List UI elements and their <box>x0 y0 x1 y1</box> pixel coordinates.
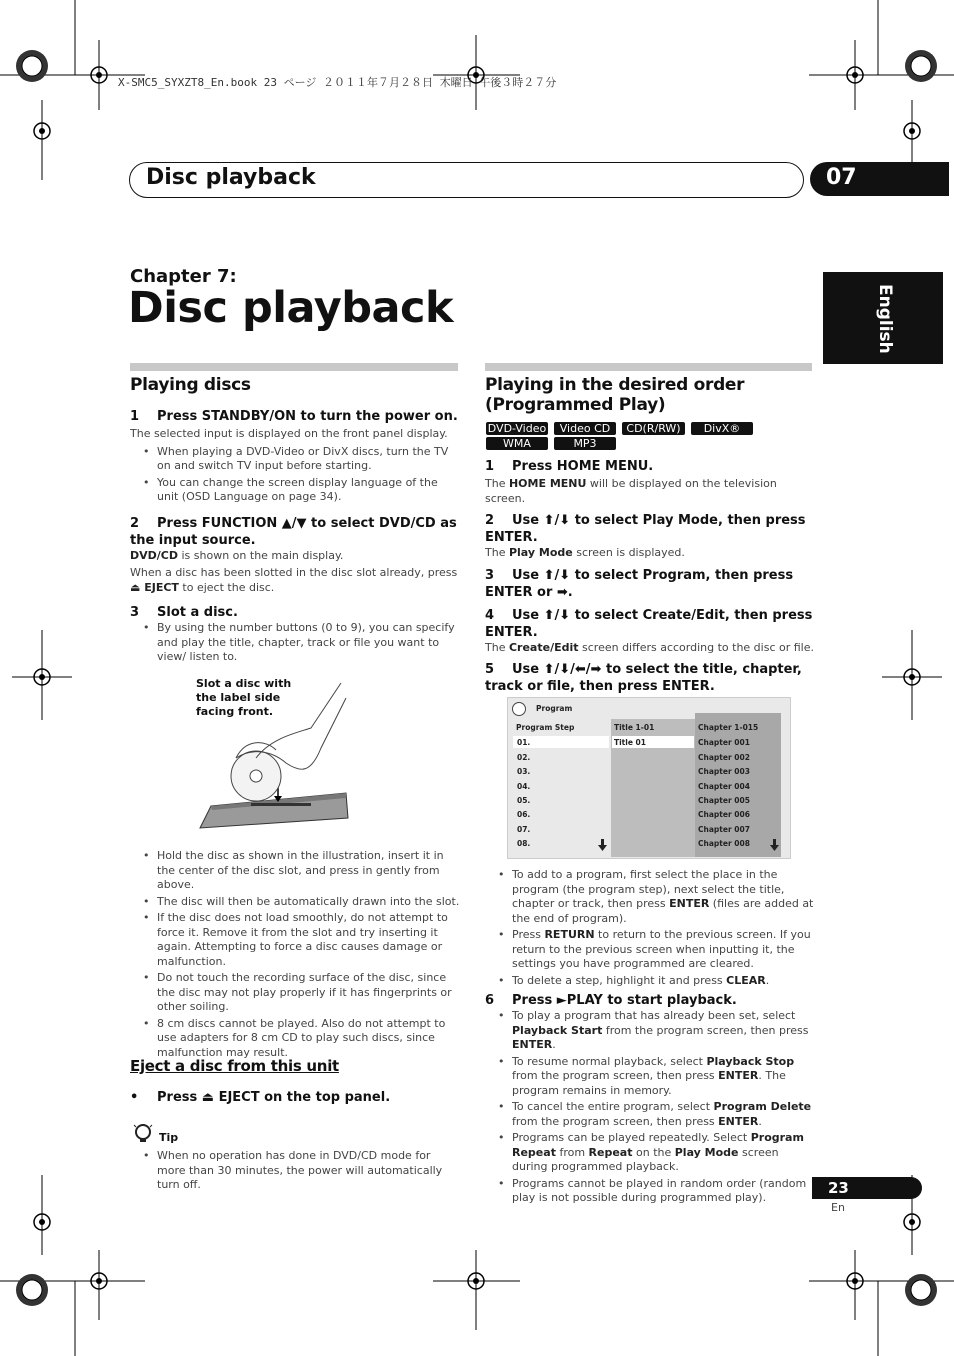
title-item[interactable]: Title 01 <box>614 738 646 747</box>
eject-heading: Eject a disc from this unit <box>130 1057 339 1075</box>
step-2-body-1: DVD/CD is shown on the main display. <box>130 548 344 562</box>
chapter-label: Chapter 7: <box>130 266 237 287</box>
left-column <box>130 375 460 665</box>
program-step[interactable]: 05. <box>517 796 531 805</box>
osd-title: Program <box>536 704 573 713</box>
format-badge: Video CD <box>554 422 616 435</box>
right-column-heading <box>485 375 815 415</box>
list-item: • To cancel the entire program, select Program Delete from the program screen, then press ENTER. <box>485 1100 815 1129</box>
page-number: 23 <box>828 1179 849 1197</box>
page-title: Disc playback <box>128 283 454 333</box>
step-6: 6 Press ►PLAY to start playback. <box>485 993 737 1008</box>
language-label: English <box>875 284 895 354</box>
step-1-body: The HOME MENU will be displayed on the television screen. <box>485 477 777 505</box>
step-3: 3 Slot a disc. <box>130 605 238 620</box>
step-2: 2 Use ⬆/⬇ to select Play Mode, then press ENTER. <box>485 513 806 545</box>
program-step[interactable]: 03. <box>517 767 531 776</box>
chapter-item[interactable]: Chapter 001 <box>698 738 750 747</box>
chapter-item[interactable]: Chapter 003 <box>698 767 750 776</box>
program-step[interactable]: 01. <box>517 738 531 747</box>
osd-col-header: Chapter 1-015 <box>698 723 759 732</box>
disc-insert-illustration <box>196 678 356 838</box>
list-item: • When no operation has done in DVD/CD mode for more than 30 minutes, the power will automatically turn off. <box>130 1149 460 1193</box>
chapter-number-tab <box>810 162 949 196</box>
step-2: 2 Press FUNCTION ▲/▼ to select DVD/CD as the input source. <box>130 515 457 548</box>
step-2-body: The Play Mode screen is displayed. <box>485 546 685 559</box>
chapter-item[interactable]: Chapter 007 <box>698 825 750 834</box>
osd-col-header: Title 1-01 <box>614 723 655 732</box>
step-1-body: The selected input is displayed on the front panel display. <box>130 427 448 440</box>
step-3-bullets <box>130 621 460 665</box>
list-item: • Programs cannot be played in random order (random play is not possible during programmed play). <box>485 1177 815 1206</box>
format-badge: WMA <box>486 437 548 450</box>
list-item: • Hold the disc as shown in the illustration, insert it in the center of the disc slot, and press in gently from above. <box>130 849 460 893</box>
banner-title: Disc playback <box>146 165 316 190</box>
list-item: • The disc will then be automatically drawn into the slot. <box>130 895 460 910</box>
right-column-bar <box>485 363 812 371</box>
program-step[interactable]: 07. <box>517 825 531 834</box>
osd-col-header: Program Step <box>516 723 575 732</box>
list-item: • By using the number buttons (0 to 9), you can specify and play the title, chapter, track or file you want to view/ listen to. <box>130 621 460 665</box>
list-item: • Do not touch the recording surface of the disc, since the disc may not play properly if it has fingerprints or other soiling. <box>130 971 460 1015</box>
step-1: 1 Press HOME MENU. <box>485 459 654 474</box>
eject-step: • Press ⏏ EJECT on the top panel. <box>130 1090 391 1105</box>
chapter-item[interactable]: Chapter 002 <box>698 753 750 762</box>
program-step[interactable]: 02. <box>517 753 531 762</box>
program-screen <box>507 697 791 859</box>
chapter-item[interactable]: Chapter 004 <box>698 782 750 791</box>
step-3: 3 Use ⬆/⬇ to select Program, then press ENTER or ➡. <box>485 567 794 600</box>
list-item: • To resume normal playback, select Playback Stop from the program screen, then press ENTER. The program remains in memory. <box>485 1055 815 1099</box>
list-item: • To play a program that has already been set, select Playback Start from the program screen, then press ENTER. <box>485 1009 815 1053</box>
chapter-item[interactable]: Chapter 006 <box>698 810 750 819</box>
tip-label: Tip <box>159 1131 179 1144</box>
right-steps <box>485 458 815 695</box>
page-language: En <box>831 1201 845 1214</box>
chapter-item[interactable]: Chapter 008 <box>698 839 750 848</box>
chapter-number: 07 <box>826 165 857 190</box>
list-item: • Press RETURN to return to the previous screen. If you return to the previous screen when inputting it, the settings you have programmed are cleared. <box>485 928 815 972</box>
program-bullets <box>485 868 815 988</box>
print-header-line: X-SMC5_SYXZT8_En.book 23 ページ ２０１１年７月２８日 木曜日 午後３時２７分 <box>118 76 557 89</box>
list-item: • If the disc does not load smoothly, do not attempt to force it. Remove it from the slot and try inserting it again. Attempting to force a disc causes damage or malfunction. <box>130 911 460 969</box>
list-item: • 8 cm discs cannot be played. Also do not attempt to use adapters for 8 cm CD to play such discs, since malfunction may result. <box>130 1017 460 1061</box>
scroll-down-icon[interactable] <box>598 839 607 851</box>
step-1: 1 Press STANDBY/ON to turn the power on. <box>130 409 458 424</box>
disc-bullets <box>130 849 460 1060</box>
program-step[interactable]: 04. <box>517 782 531 791</box>
step-4-body: The Create/Edit screen differs according to the disc or file. <box>485 640 814 654</box>
format-badge: CD(R/RW) <box>622 422 685 435</box>
format-badge: DVD-Video <box>487 422 547 435</box>
format-badge: MP3 <box>554 437 616 450</box>
chapter-item[interactable]: Chapter 005 <box>698 796 750 805</box>
section-heading-programmed-play: Playing in the desired order (Programmed Play) <box>485 375 745 415</box>
list-item: • Programs can be played repeatedly. Select Program Repeat from Repeat on the Play Mode screen during programmed playback. <box>485 1131 815 1175</box>
disc-icon <box>512 702 526 716</box>
tip-icon <box>132 1123 156 1145</box>
figure-caption: Slot a disc with the label side facing front. <box>196 677 292 718</box>
left-column-bar <box>130 363 458 371</box>
list-item: • To delete a step, highlight it and press CLEAR. <box>485 974 815 989</box>
page-number-tab <box>812 1177 922 1199</box>
step-4: 4 Use ⬆/⬇ to select Create/Edit, then press ENTER. <box>485 607 813 640</box>
language-tab <box>823 272 943 364</box>
play-bullets <box>485 1009 815 1206</box>
step-2-body-2: When a disc has been slotted in the disc slot already, press ⏏ EJECT to eject the disc. <box>130 566 458 594</box>
program-step[interactable]: 08. <box>517 839 531 848</box>
list-item: • When playing a DVD-Video or DivX discs, turn the TV on and switch TV input before starting. <box>130 445 460 474</box>
format-badge: DivX® <box>691 422 753 435</box>
program-step[interactable]: 06. <box>517 810 531 819</box>
list-item: • To add to a program, first select the place in the program (the program step), next select the title, chapter or track, then press ENTER (files are added at the end of program). <box>485 868 815 926</box>
tip-bullets <box>130 1149 460 1193</box>
step-1-bullets <box>130 445 460 505</box>
section-heading-playing-discs: Playing discs <box>130 375 251 395</box>
list-item: • You can change the screen display language of the unit (OSD Language on page 34). <box>130 476 460 505</box>
step-5: 5 Use ⬆/⬇/⬅/➡ to select the title, chapter, track or file, then press ENTER. <box>485 662 802 694</box>
scroll-down-icon[interactable] <box>770 839 779 851</box>
